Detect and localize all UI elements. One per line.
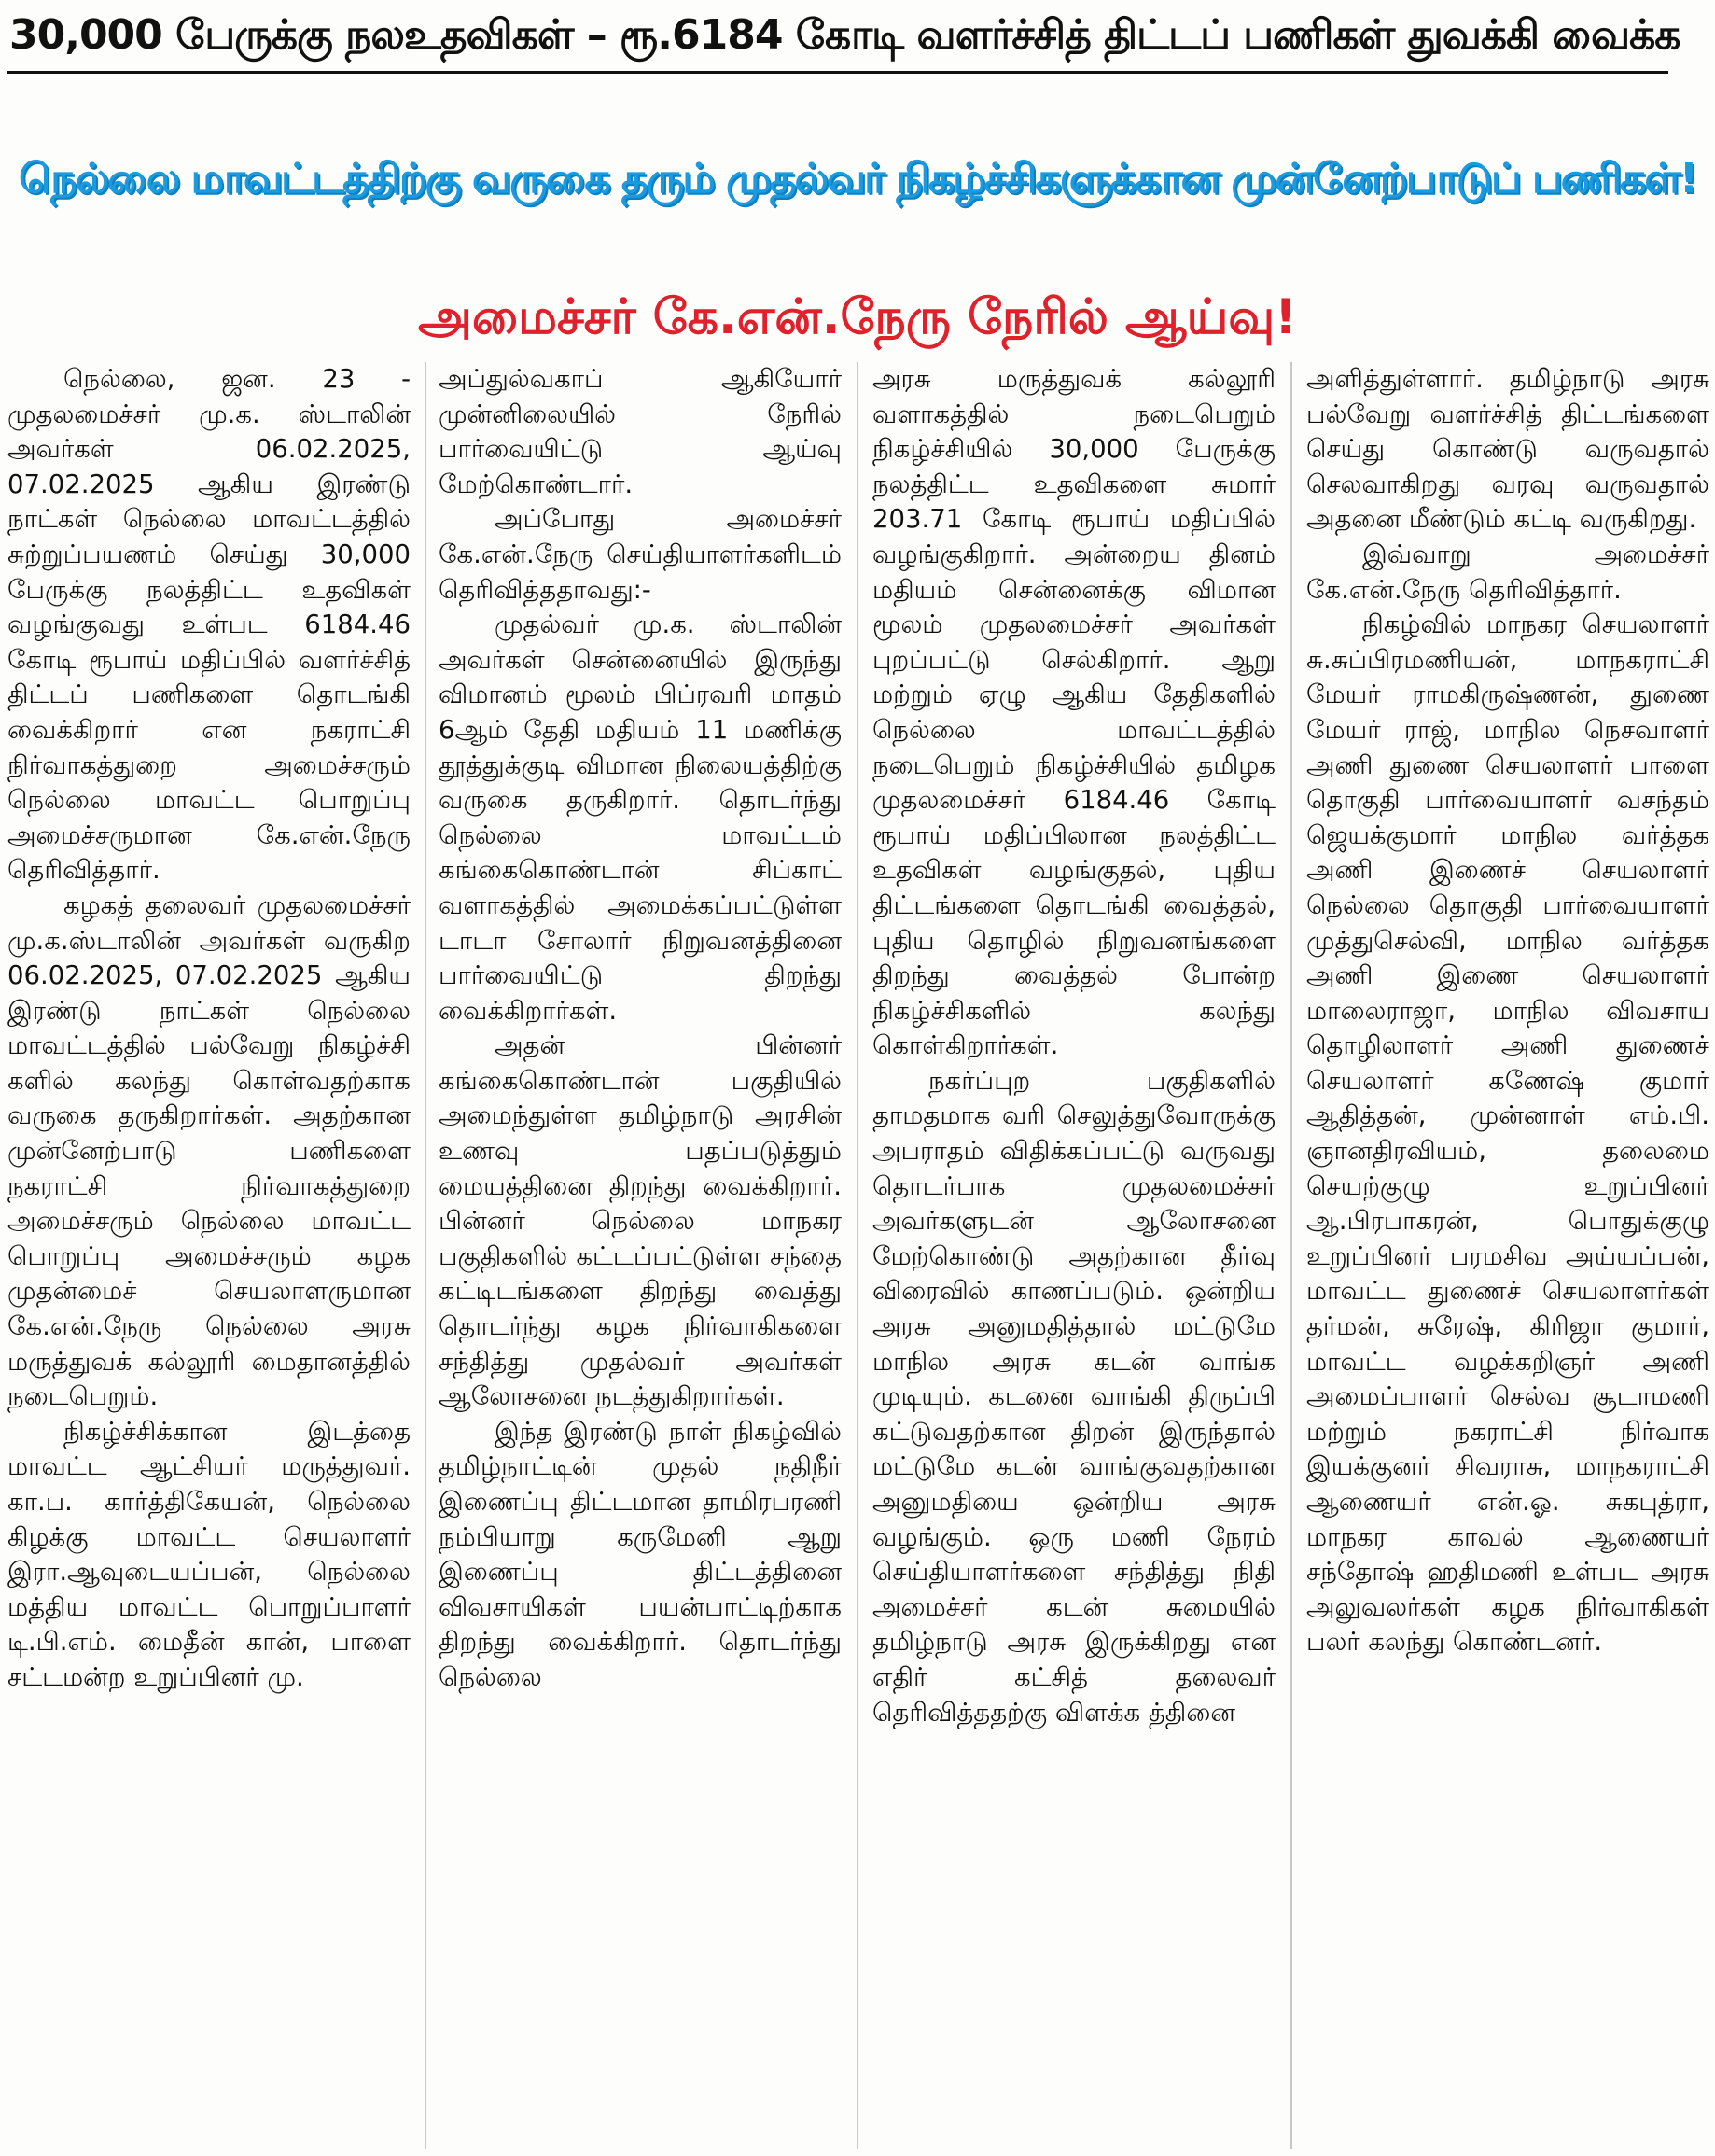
article-paragraph: முதல்வர் மு.க. ஸ்டாலின் அவர்கள் சென்னையில் இருந்து விமானம் மூலம் பிப்ரவரி மாதம் 6ஆம் தேதி மதியம் 11 மணிக்கு தூத்துக்குடி விமான நிலையத்திற்கு வருகை தருகிறார். தொடர்ந்து நெல்லை மாவட்டம் கங்கைகொண்டான் சிப்காட் வளாகத்தில் அமைக்கப்பட்டுள்ள டாடா சோலார் நிறுவனத்தினை பார்வையிட்டு திறந்து வைக்கிறார்கள்.	[439, 609, 842, 1026]
article-column-3	[872, 362, 1276, 2149]
kicker-headline: 30,000 பேருக்கு நலஉதவிகள் – ரூ.6184 கோடி வளர்ச்சித் திட்டப் பணிகள் துவக்கி வைக்க	[9, 11, 1680, 59]
article-column-4	[1306, 362, 1709, 2149]
article-paragraph: இந்த இரண்டு நாள் நிகழ்வில் தமிழ்நாட்டின் முதல் நதிநீர் இணைப்பு திட்டமான தாமிரபரணி நம்பியாறு கருமேனி ஆறு இணைப்பு திட்டத்தினை விவசாயிகள் பயன்பாட்டிற்காக திறந்து வைக்கிறார். தொடர்ந்து நெல்லை	[439, 1416, 842, 1692]
article-paragraph: இவ்வாறு அமைச்சர் கே.என்.நேரு தெரிவித்தார்.	[1306, 539, 1709, 605]
article-paragraph: அளித்துள்ளார். தமிழ்நாடு அரசு பல்வேறு வளர்ச்சித் திட்டங்களை செய்து கொண்டு வருவதால் செலவாகிறது வரவு வருவதால் அதனை மீண்டும் கட்டி வருகிறது.	[1306, 364, 1709, 535]
main-headline: நெல்லை மாவட்டத்திற்கு வருகை தரும் முதல்வர் நிகழ்ச்சிகளுக்கான முன்னேற்பாடுப் பணிகள்!	[19, 155, 1696, 203]
article-paragraph: அரசு மருத்துவக் கல்லூரி வளாகத்தில் நடைபெறும் நிகழ்ச்சியில் 30,000 பேருக்கு நலத்திட்ட உதவிகளை சுமார் 203.71 கோடி ரூபாய் மதிப்பில் வழங்குகிறார். அன்றைய தினம் மதியம் சென்னைக்கு விமான மூலம் முதலமைச்சர் அவர்கள் புறப்பட்டு செல்கிறார். ஆறு மற்றும் ஏழு ஆகிய தேதிகளில் நெல்லை மாவட்டத்தில் நடைபெறும் நிகழ்ச்சியில் தமிழக முதலமைச்சர் 6184.46 கோடி ரூபாய் மதிப்பிலான நலத்திட்ட உதவிகள் வழங்குதல், புதிய திட்டங்களை தொடங்கி வைத்தல், புதிய தொழில் நிறுவனங்களை திறந்து வைத்தல் போன்ற நிகழ்ச்சிகளில் கலந்து கொள்கிறார்கள்.	[872, 364, 1276, 1061]
article-column-1	[7, 362, 411, 2149]
sub-headline: அமைச்சர் கே.என்.நேரு நேரில் ஆய்வு!	[418, 289, 1297, 345]
article-paragraph: நிகழ்ச்சிக்கான இடத்தை மாவட்ட ஆட்சியர் மருத்துவர். கா.ப. கார்த்திகேயன், நெல்லை கிழக்கு மாவட்ட செயலாளர் இரா.ஆவுடையப்பன், நெல்லை மத்திய மாவட்ட பொறுப்பாளர் டி.பி.எம். மைதீன் கான், பாளை சட்டமன்ற உறுப்பினர் மு.	[7, 1416, 411, 1692]
article-paragraph: கழகத் தலைவர் முதலமைச்சர் மு.க.ஸ்டாலின் அவர்கள் வருகிற 06.02.2025, 07.02.2025 ஆகிய இரண்டு நாட்கள் நெல்லை மாவட்டத்தில் பல்வேறு நிகழ்ச்சி களில் கலந்து கொள்வதற்காக வருகை தருகிறார்கள். அதற்கான முன்னேற்பாடு பணிகளை நகராட்சி நிர்வாகத்துறை அமைச்சரும் நெல்லை மாவட்ட பொறுப்பு அமைச்சரும் கழக முதன்மைச் செயலாளருமான கே.என்.நேரு நெல்லை அரசு மருத்துவக் கல்லூரி மைதானத்தில் நடைபெறும்.	[7, 889, 411, 1412]
article-column-2	[439, 362, 842, 2149]
article-paragraph: அப்துல்வகாப் ஆகியோர் முன்னிலையில் நேரில் பார்வையிட்டு ஆய்வு மேற்கொண்டார்.	[439, 364, 842, 499]
kicker-rule	[7, 71, 1668, 74]
column-divider	[1290, 362, 1292, 2149]
article-paragraph: நகர்ப்புற பகுதிகளில் தாமதமாக வரி செலுத்துவோருக்கு அபராதம் விதிக்கப்பட்டு வருவது தொடர்பாக முதலமைச்சர் அவர்களுடன் ஆலோசனை மேற்கொண்டு அதற்கான தீர்வு விரைவில் காணப்படும். ஒன்றிய அரசு அனுமதித்தால் மட்டுமே மாநில அரசு கடன் வாங்க முடியும். கடனை வாங்கி திருப்பி கட்டுவதற்கான திறன் இருந்தால் மட்டுமே கடன் வாங்குவதற்கான அனுமதியை ஒன்றிய அரசு வழங்கும். ஒரு மணி நேரம் செய்தியாளர்களை சந்தித்து நிதி அமைச்சர் கடன் சுமையில் தமிழ்நாடு அரசு இருக்கிறது என எதிர் கட்சித் தலைவர் தெரிவித்ததற்கு விளக்க த்தினை	[872, 1065, 1276, 1728]
column-divider	[425, 362, 426, 2149]
article-paragraph: அதன் பின்னர் கங்கைகொண்டான் பகுதியில் அமைந்துள்ள தமிழ்நாடு அரசின் உணவு பதப்படுத்தும் மையத்தினை திறந்து வைக்கிறார். பின்னர் நெல்லை மாநகர பகுதிகளில் கட்டப்பட்டுள்ள சந்தை கட்டிடங்களை திறந்து வைத்து தொடர்ந்து கழக நிர்வாகிகளை சந்தித்து முதல்வர் அவர்கள் ஆலோசனை நடத்துகிறார்கள்.	[439, 1030, 842, 1412]
article-paragraph: நெல்லை, ஜன. 23 - முதலமைச்சர் மு.க. ஸ்டாலின் அவர்கள் 06.02.2025, 07.02.2025 ஆகிய இரண்டு நாட்கள் நெல்லை மாவட்டத்தில் சுற்றுப்பயணம் செய்து 30,000 பேருக்கு நலத்திட்ட உதவிகள் வழங்குவது உள்பட 6184.46 கோடி ரூபாய் மதிப்பில் வளர்ச்சித் திட்டப் பணிகளை தொடங்கி வைக்கிறார் என நகராட்சி நிர்வாகத்துறை அமைச்சரும் நெல்லை மாவட்ட பொறுப்பு அமைச்சருமான கே.என்.நேரு தெரிவித்தார்.	[7, 364, 411, 886]
article-paragraph: அப்போது அமைச்சர் கே.என்.நேரு செய்தியாளர்களிடம் தெரிவித்ததாவது:-	[439, 504, 842, 605]
article-paragraph: நிகழ்வில் மாநகர செயலாளர் சு.சுப்பிரமணியன், மாநகராட்சி மேயர் ராமகிருஷ்ணன், துணை மேயர் ராஜ், மாநில நெசவாளர் அணி துணை செயலாளர் பாளை தொகுதி பார்வையாளர் வசந்தம் ஜெயக்குமார் மாநில வர்த்தக அணி இணைச் செயலாளர் நெல்லை தொகுதி பார்வையாளர் முத்துசெல்வி, மாநில வர்த்தக அணி இணை செயலாளர் மாலைராஜா, மாநில விவசாய தொழிலாளர் அணி துணைச் செயலாளர் கணேஷ் குமார் ஆதித்தன், முன்னாள் எம்.பி. ஞானதிரவியம், தலைமை செயற்குழு உறுப்பினர் ஆ.பிரபாகரன், பொதுக்குழு உறுப்பினர் பரமசிவ அய்யப்பன், மாவட்ட துணைச் செயலாளர்கள் தர்மன், சுரேஷ், கிரிஜா குமார், மாவட்ட வழக்கறிஞர் அணி அமைப்பாளர் செல்வ சூடாமணி மற்றும் நகராட்சி நிர்வாக இயக்குனர் சிவராசு, மாநகராட்சி ஆணையர் என்.ஓ. சுகபுத்ரா, மாநகர காவல் ஆணையர் சந்தோஷ் ஹதிமணி உள்பட அரசு அலுவலர்கள் கழக நிர்வாகிகள் பலர் கலந்து கொண்டனர்.	[1306, 609, 1709, 1658]
column-divider	[857, 362, 858, 2149]
